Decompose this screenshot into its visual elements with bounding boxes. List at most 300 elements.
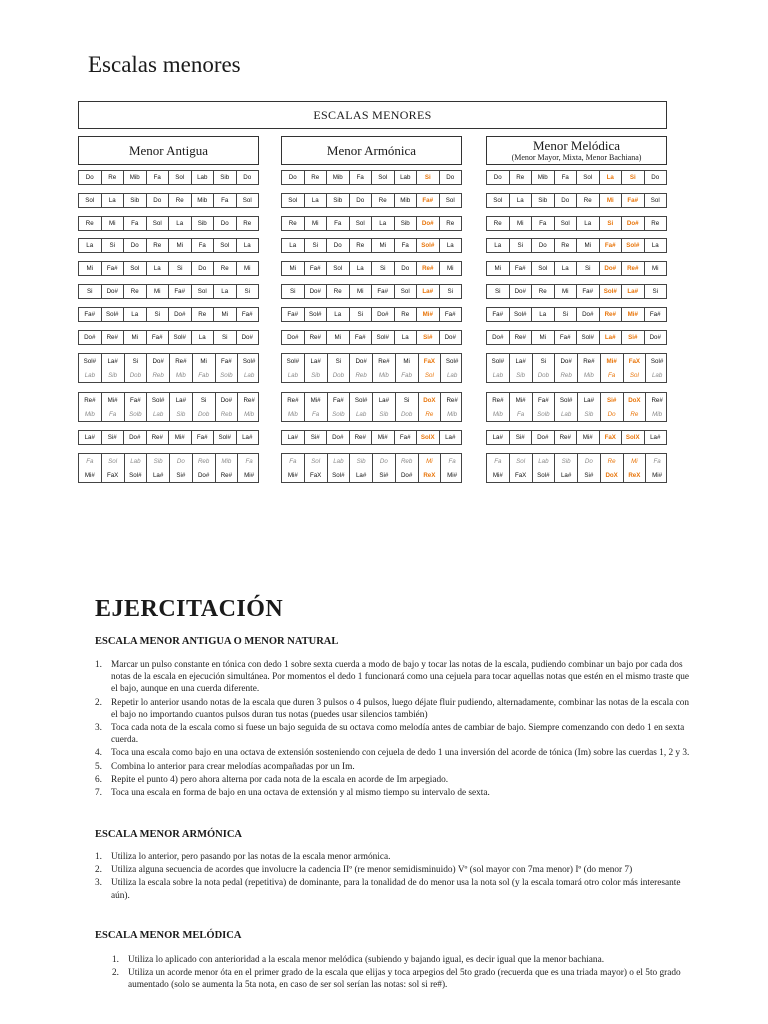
note-cell: Fa xyxy=(245,457,253,465)
page-title: Escalas menores xyxy=(88,52,241,77)
note-cell: Re# xyxy=(622,262,645,275)
note-cell: La# xyxy=(305,354,328,368)
scale-notes xyxy=(282,354,463,368)
scale-row xyxy=(78,392,259,422)
exercise-item-text: Repite el punto 4) pero ahora alterna por cada nota de la escala en acorde de Im arpegiado. xyxy=(111,774,449,785)
note-cell: Mib xyxy=(447,410,458,418)
table-banner: ESCALAS MENORES xyxy=(78,101,667,129)
note-cell: Sib xyxy=(510,368,533,382)
note-cell: Fa# xyxy=(577,285,600,298)
exercise-item xyxy=(95,722,695,746)
note-cell: Mi xyxy=(577,239,600,252)
note-cell: La xyxy=(532,308,555,321)
note-cell: Mi xyxy=(419,454,442,468)
note-cell: ReX xyxy=(624,468,647,482)
note-cell: Sib xyxy=(578,407,601,421)
scale-notes xyxy=(486,170,667,185)
note-cell: Do xyxy=(651,174,660,181)
scale-row xyxy=(281,193,462,208)
note-cell: Mib xyxy=(244,410,255,418)
note-cell: Do# xyxy=(216,393,239,407)
note-cell: Reb xyxy=(216,407,239,421)
exercise-item-number: 7. xyxy=(95,788,102,799)
scale-row xyxy=(486,170,667,185)
note-cell: Do xyxy=(487,171,510,184)
note-cell: Sol xyxy=(555,217,578,230)
column-header-title: Menor Antigua xyxy=(128,142,209,158)
note-cell: Mi xyxy=(396,354,419,368)
note-cell: Sol# xyxy=(510,308,533,321)
note-cell: FaX xyxy=(510,468,533,482)
note-cell: Mi# xyxy=(487,468,510,482)
note-cell: Lab xyxy=(446,371,458,379)
note-cell: Do xyxy=(395,262,418,275)
note-cell: Fa xyxy=(327,217,350,230)
scale-row xyxy=(486,307,667,322)
note-cell: Mib xyxy=(79,407,102,421)
note-cell: Fab xyxy=(193,368,216,382)
exercise-item-text: Utiliza la escala sobre la nota pedal (repetitiva) de dominante, para la tonalidad de do menor usa la nota sol (y la escala tomará otro color más interesante aún). xyxy=(111,878,681,901)
note-cell: Si# xyxy=(510,431,533,444)
note-cell: Lab xyxy=(282,368,305,382)
note-cell: Mi# xyxy=(305,393,328,407)
note-cell: La# xyxy=(578,393,601,407)
note-cell: Si xyxy=(533,354,556,368)
note-cell: Sol xyxy=(624,368,647,382)
scale-notes xyxy=(79,393,260,407)
scale-enharmonic-notes xyxy=(487,454,668,468)
note-cell: Sib xyxy=(373,407,396,421)
note-cell: Re# xyxy=(555,431,578,444)
note-cell: Re xyxy=(327,285,350,298)
note-cell: Mi xyxy=(124,331,147,344)
note-cell: Do xyxy=(243,174,252,181)
note-cell: Mi# xyxy=(447,471,458,479)
note-cell: Re# xyxy=(578,354,601,368)
note-cell: Sol# xyxy=(102,308,125,321)
note-cell: La xyxy=(327,308,350,321)
note-cell: Sol# xyxy=(555,393,578,407)
scale-notes xyxy=(281,284,462,299)
note-cell: Mi# xyxy=(244,471,255,479)
note-cell: Re# xyxy=(373,354,396,368)
note-cell: Sol xyxy=(510,454,533,468)
note-cell: Do# xyxy=(555,354,578,368)
note-cell: Re# xyxy=(487,393,510,407)
note-cell: La# xyxy=(622,285,645,298)
note-cell: Sol xyxy=(282,194,305,207)
scale-row xyxy=(281,238,462,253)
exercise-item-number: 1. xyxy=(95,852,102,862)
note-cell: Dob xyxy=(125,368,148,382)
note-cell: Mi xyxy=(282,262,305,275)
note-cell: Fa xyxy=(214,194,237,207)
note-cell: Do# xyxy=(124,431,147,444)
note-cell: Si# xyxy=(417,331,440,344)
note-cell: Mib xyxy=(487,407,510,421)
note-cell: Do# xyxy=(372,308,395,321)
note-cell: Si xyxy=(169,262,192,275)
note-cell: Sol xyxy=(419,368,442,382)
note-cell: Si xyxy=(555,308,578,321)
scale-enharmonic-notes xyxy=(79,407,260,421)
note-cell: Do# xyxy=(350,354,373,368)
note-cell: Si# xyxy=(373,468,396,482)
scale-row xyxy=(281,261,462,276)
scale-row xyxy=(78,307,259,322)
note-cell: FaX xyxy=(624,354,647,368)
note-cell: Do# xyxy=(444,334,456,341)
note-cell: La# xyxy=(242,434,253,441)
scale-notes xyxy=(282,393,463,407)
note-cell: Fa# xyxy=(125,393,148,407)
note-cell: Do# xyxy=(282,331,305,344)
note-cell: Fa xyxy=(653,457,661,465)
note-cell: Do# xyxy=(396,468,419,482)
note-cell: Sib xyxy=(102,368,125,382)
note-cell: Mi# xyxy=(652,471,663,479)
note-cell: Mib xyxy=(327,171,350,184)
note-cell: Fa# xyxy=(649,311,661,318)
scale-row xyxy=(78,238,259,253)
note-cell: Sib xyxy=(395,217,418,230)
note-cell: Do xyxy=(282,171,305,184)
note-cell: Do# xyxy=(532,431,555,444)
note-cell: Fa# xyxy=(282,308,305,321)
note-cell: Re xyxy=(169,194,192,207)
scale-row xyxy=(486,261,667,276)
exercise-item-text: Marcar un pulso constante en tónica con dedo 1 sobre sexta cuerda a modo de bajo y tocar las notas de la escala, pudiendo combinar un bajo por cada dos notas de la escala en ejecución simultánea. Por momentos el dedo 1 funcionará como una cejuela para tocar aquellas notas que estén en el mismo traste que el bajo, aunque en una cuerda diferente. xyxy=(111,660,690,695)
note-cell: Re# xyxy=(216,468,239,482)
scale-notes xyxy=(78,284,259,299)
note-cell: Sib xyxy=(555,454,578,468)
note-cell: Re# xyxy=(305,331,328,344)
note-cell: Do# xyxy=(169,308,192,321)
note-cell: Sol# xyxy=(622,239,645,252)
scale-notes xyxy=(79,468,260,482)
note-cell: Do xyxy=(532,239,555,252)
note-cell: Do# xyxy=(102,285,125,298)
note-cell: Sol# xyxy=(242,357,256,365)
scale-notes xyxy=(487,468,668,482)
scale-row xyxy=(78,430,259,445)
note-cell: Do# xyxy=(305,285,328,298)
note-cell: Re# xyxy=(147,431,170,444)
note-cell: Do xyxy=(124,239,147,252)
note-cell: Fa# xyxy=(169,285,192,298)
note-cell: Re xyxy=(651,220,660,227)
column-header xyxy=(281,136,462,165)
section-title-natural: ESCALA MENOR ANTIGUA O MENOR NATURAL xyxy=(95,636,339,647)
note-cell: Do xyxy=(350,194,373,207)
exercise-item-text: Utiliza alguna secuencia de acordes que involucre la cadencia IIº (re menor semidisminuido) Vº (sol mayor con 7ma menor) Iº (do menor 7) xyxy=(111,865,633,876)
note-cell: Re xyxy=(555,239,578,252)
note-cell: La xyxy=(487,239,510,252)
note-cell: Mi# xyxy=(510,393,533,407)
exercise-item-number: 5. xyxy=(95,761,102,772)
note-cell: Do# xyxy=(417,217,440,230)
note-cell: Mi xyxy=(305,217,328,230)
note-cell: Do xyxy=(373,454,396,468)
scale-notes xyxy=(486,307,667,322)
note-cell: Fa# xyxy=(417,194,440,207)
note-cell: Mi# xyxy=(601,354,624,368)
note-cell: Re# xyxy=(350,431,373,444)
note-cell: Si xyxy=(417,171,440,184)
exercise-item xyxy=(95,774,695,786)
note-cell: La# xyxy=(650,434,661,441)
note-cell: Mi xyxy=(532,331,555,344)
note-cell: La xyxy=(395,331,418,344)
column-header-title: Menor Melódica xyxy=(532,137,620,153)
note-cell: Mi xyxy=(372,239,395,252)
note-cell: Sol# xyxy=(328,468,351,482)
note-cell: Mib xyxy=(170,368,193,382)
note-cell: Sol# xyxy=(372,331,395,344)
note-cell: Do# xyxy=(147,354,170,368)
note-cell: Si xyxy=(214,331,237,344)
note-cell: Dob xyxy=(533,368,556,382)
scale-notes xyxy=(78,238,259,253)
exercise-item-text: Toca una escala en forma de bajo en una octava de extensión y al mismo tiempo su intervalo de sexta. xyxy=(111,788,490,799)
note-cell: Lab xyxy=(651,371,663,379)
exercise-list-natural xyxy=(95,659,695,800)
note-cell: Mi# xyxy=(372,431,395,444)
note-cell: La xyxy=(192,331,215,344)
scale-notes xyxy=(79,354,260,368)
note-cell: Fa xyxy=(282,454,305,468)
note-cell: DoX xyxy=(601,468,624,482)
note-cell: Sib xyxy=(214,171,237,184)
note-cell: FaX xyxy=(600,431,623,444)
note-cell: La# xyxy=(147,468,170,482)
scale-enharmonic-notes xyxy=(79,454,260,468)
note-cell: Si xyxy=(79,285,102,298)
note-cell: ReX xyxy=(419,468,442,482)
note-cell: Re# xyxy=(243,396,255,404)
note-cell: Sol xyxy=(79,194,102,207)
note-cell: Lab xyxy=(487,368,510,382)
scale-row xyxy=(281,392,462,422)
scale-row xyxy=(281,330,462,345)
scale-notes xyxy=(486,261,667,276)
note-cell: Sib xyxy=(350,454,373,468)
note-cell: Sol xyxy=(169,171,192,184)
exercise-item xyxy=(95,877,695,901)
note-cell: Fa# xyxy=(192,431,215,444)
scale-notes xyxy=(281,307,462,322)
note-cell: Reb xyxy=(147,368,170,382)
scale-row xyxy=(486,238,667,253)
note-cell: Mi# xyxy=(102,393,125,407)
note-cell: Si xyxy=(487,285,510,298)
note-cell: Fa# xyxy=(350,331,373,344)
note-cell: Lab xyxy=(125,454,148,468)
note-cell: Re xyxy=(124,285,147,298)
exercise-item-number: 2. xyxy=(95,697,102,708)
note-cell: Sib xyxy=(147,454,170,468)
note-cell: Mib xyxy=(124,171,147,184)
note-cell: Mib xyxy=(282,407,305,421)
note-cell: Fa# xyxy=(372,285,395,298)
note-cell: Si xyxy=(282,285,305,298)
note-cell: Si xyxy=(305,239,328,252)
note-cell: Sol xyxy=(147,217,170,230)
note-cell: Mi xyxy=(651,265,659,272)
note-cell: Sol# xyxy=(169,331,192,344)
note-cell: Sol xyxy=(305,454,328,468)
note-cell: Lab xyxy=(555,407,578,421)
scale-notes xyxy=(78,193,259,208)
note-cell: La xyxy=(350,262,373,275)
note-cell: Sol# xyxy=(650,357,664,365)
note-cell: Fa xyxy=(532,217,555,230)
note-cell: La xyxy=(446,242,454,249)
note-cell: Fa# xyxy=(600,239,623,252)
note-cell: Re xyxy=(243,220,252,227)
exercise-item-number: 6. xyxy=(95,774,102,785)
column-header xyxy=(486,136,667,165)
note-cell: Mi# xyxy=(169,431,192,444)
note-cell: La# xyxy=(600,331,623,344)
note-cell: Fa# xyxy=(147,331,170,344)
column-header-subtitle: (Menor Mayor, Mixta, Menor Bachiana) xyxy=(511,152,642,162)
note-cell: Do xyxy=(327,239,350,252)
note-cell: FaX xyxy=(102,468,125,482)
note-cell: Si xyxy=(193,393,216,407)
note-cell: Fa xyxy=(510,407,533,421)
note-cell: Do xyxy=(192,262,215,275)
exercise-item-text: Toca cada nota de la escala como si fuese un bajo seguida de su octava como melodía antes de cambiar de bajo. Siempre comenzando con dedo 1 en sexta cuerda. xyxy=(111,723,685,746)
scale-enharmonic-notes xyxy=(282,368,463,382)
note-cell: La xyxy=(102,194,125,207)
note-cell: Sol# xyxy=(350,393,373,407)
note-cell: Sol xyxy=(242,197,252,204)
scale-row xyxy=(486,453,667,483)
note-cell: Sol# xyxy=(577,331,600,344)
note-cell: Sol xyxy=(577,171,600,184)
note-cell: Mib xyxy=(395,194,418,207)
scale-enharmonic-notes xyxy=(282,454,463,468)
column-menor-armonica xyxy=(281,136,462,479)
note-cell: Re xyxy=(577,194,600,207)
note-cell: Re xyxy=(487,217,510,230)
scale-row xyxy=(78,284,259,299)
note-cell: Mi xyxy=(446,265,454,272)
note-cell: Sol# xyxy=(79,354,102,368)
note-cell: La xyxy=(169,217,192,230)
note-cell: Fa xyxy=(79,454,102,468)
note-cell: Re# xyxy=(446,396,458,404)
note-cell: Solb xyxy=(125,407,148,421)
note-cell: Sol xyxy=(192,285,215,298)
exercise-item-text: Toca una escala como bajo en una octava de extensión sosteniendo con cejuela de dedo 1 una inversión del acorde de tónica (Im) sobre las cuerdas 1, 2 y 3. xyxy=(111,748,690,759)
note-cell: Sol# xyxy=(417,239,440,252)
note-cell: Re xyxy=(147,239,170,252)
note-cell: La xyxy=(147,262,170,275)
note-cell: Fa# xyxy=(328,393,351,407)
note-cell: Mi# xyxy=(282,468,305,482)
note-cell: Si# xyxy=(622,331,645,344)
scale-row xyxy=(281,170,462,185)
note-cell: Re# xyxy=(79,393,102,407)
note-cell: Mi# xyxy=(622,308,645,321)
note-cell: Re xyxy=(419,407,442,421)
note-cell: La xyxy=(510,194,533,207)
note-cell: Lab xyxy=(192,171,215,184)
section-title-armonica: ESCALA MENOR ARMÓNICA xyxy=(95,829,243,840)
note-cell: Re xyxy=(282,217,305,230)
note-cell: Reb xyxy=(193,454,216,468)
note-cell: Re xyxy=(102,171,125,184)
note-cell: La xyxy=(600,171,623,184)
note-cell: Re# xyxy=(651,396,663,404)
note-cell: Si xyxy=(577,262,600,275)
note-cell: Si xyxy=(652,288,658,295)
note-cell: Mi xyxy=(510,217,533,230)
note-cell: Sol# xyxy=(125,468,148,482)
note-cell: Re xyxy=(395,308,418,321)
note-cell: Mi xyxy=(193,354,216,368)
note-cell: Re xyxy=(372,194,395,207)
note-cell: Mi xyxy=(624,454,647,468)
note-cell: Re xyxy=(305,171,328,184)
note-cell: Re# xyxy=(510,331,533,344)
note-cell: Sol# xyxy=(600,285,623,298)
note-cell: Do xyxy=(79,171,102,184)
exercise-item xyxy=(95,864,695,876)
scale-notes xyxy=(281,193,462,208)
note-cell: Fa# xyxy=(622,194,645,207)
note-cell: Fa# xyxy=(216,354,239,368)
note-cell: La xyxy=(305,194,328,207)
note-cell: Mib xyxy=(578,368,601,382)
note-cell: Sib xyxy=(192,217,215,230)
note-cell: Lab xyxy=(395,171,418,184)
note-cell: Do# xyxy=(510,285,533,298)
note-cell: La xyxy=(555,262,578,275)
exercise-item-number: 1. xyxy=(112,955,119,965)
note-cell: Mi xyxy=(102,217,125,230)
note-cell: Re xyxy=(192,308,215,321)
note-cell: Mi xyxy=(79,262,102,275)
note-cell: SolX xyxy=(622,431,645,444)
note-cell: Sol xyxy=(350,217,373,230)
note-cell: Lab xyxy=(533,454,556,468)
exercise-item xyxy=(112,954,702,966)
note-cell: La xyxy=(282,239,305,252)
scale-notes xyxy=(281,330,462,345)
scale-row xyxy=(486,284,667,299)
note-cell: Re# xyxy=(600,308,623,321)
note-cell: Si xyxy=(622,171,645,184)
note-cell: Si xyxy=(600,217,623,230)
note-cell: Dob xyxy=(193,407,216,421)
exercise-item-text: Utiliza un acorde menor óta en el primer grado de la escala que elijas y toca arpegios del 5to grado (recuerda que es una triada mayor) o el 5to grado aumentado (solo se aumenta la 5ta nota, en caso de ser sol serían las notas: sol si re#). xyxy=(128,968,681,991)
note-cell: Reb xyxy=(350,368,373,382)
scale-row xyxy=(486,330,667,345)
note-cell: Mi xyxy=(243,265,251,272)
column-menor-antigua xyxy=(78,136,259,479)
scale-row xyxy=(281,284,462,299)
scale-row xyxy=(486,353,667,383)
note-cell: Sol# xyxy=(214,431,237,444)
note-cell: Do# xyxy=(327,431,350,444)
note-cell: Sol xyxy=(327,262,350,275)
exercise-item xyxy=(95,747,695,759)
note-cell: Do xyxy=(555,194,578,207)
note-cell: FaX xyxy=(305,468,328,482)
